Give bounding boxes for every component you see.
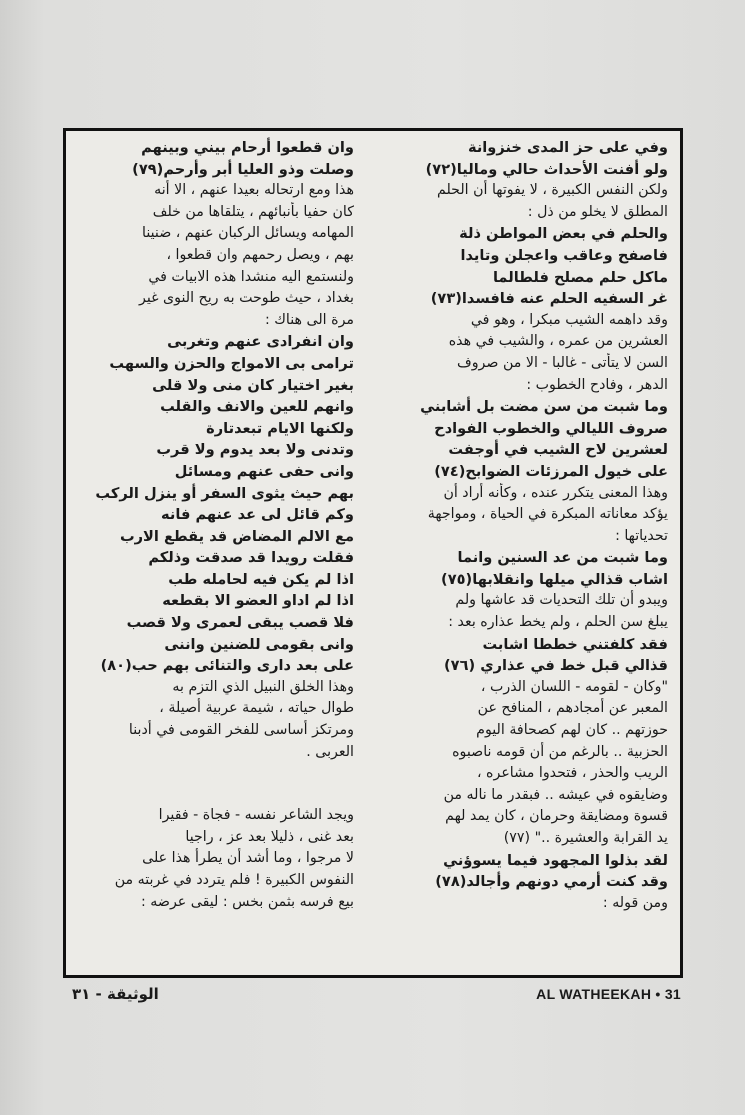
- verse-line: بهم حيث يثوى السفر أو ينزل الركب: [95, 484, 354, 502]
- prose-line: ولنستمع اليه منشدا هذه الابيات في: [148, 268, 354, 285]
- prose-line: السن لا يتأتى - غالبا - الا من صروف: [457, 354, 668, 371]
- prose-line: حوزتهم .. كان لهم كصحافة اليوم: [476, 722, 668, 739]
- verse-line: وان قطعوا أرحام بيني وبينهم: [141, 139, 354, 156]
- verse-line: ولكنها الايام تبعدتارة: [206, 419, 354, 437]
- verse-line: وما شبت من سن مضت بل أشابني: [420, 398, 668, 416]
- prose-line: الحزبية .. بالرغم من أن قومه ناصبوه: [452, 743, 668, 760]
- verse-line: ترامى بى الامواج والحزن والسهب: [109, 354, 354, 372]
- verse-line: ماكل حلم مصلح فلطالما: [492, 268, 668, 286]
- verse-line: فقلت رويدا قد صدقت وذلكم: [148, 549, 354, 567]
- verse-line: لقد بذلوا المجهود فيما يسوؤني: [443, 851, 668, 869]
- prose-line: قسوة ومضايقة وحرمان ، كان يمد لهم: [445, 808, 668, 825]
- prose-line: المهامه ويسائل الركبان عنهم ، ضنينا: [142, 225, 354, 242]
- prose-line: مرة الى هناك :: [264, 311, 354, 328]
- verse-line: وما شبت من عد السنين وانما: [457, 549, 668, 567]
- prose-line: وقد داهمه الشيب مبكرا ، وهو في: [470, 311, 668, 328]
- prose-line: بعد غنى ، ذليلا بعد عز ، راجيا: [185, 828, 354, 845]
- prose-line: وهذا المعنى يتكرر عنده ، وكأنه أراد أن: [443, 484, 668, 501]
- prose-line: ومن قوله :: [602, 894, 668, 911]
- prose-line: وهذا الخلق النبيل الذي التزم به: [172, 678, 354, 695]
- prose-line: العربى .: [306, 743, 354, 760]
- verse-line: وصلت وذو العليا أبر وأرحم(٧٩): [132, 160, 354, 178]
- prose-line: "وكان - لقومه - اللسان الذرب ،: [480, 678, 668, 695]
- footer-english-page-label: AL WATHEEKAH • 31: [536, 986, 681, 1002]
- left-text-column: [80, 137, 354, 969]
- prose-line: يؤكد معاناته المبكرة في الحياة ، ومواجهة: [427, 506, 668, 523]
- verse-line: والحلم في بعض المواطن ذلة: [459, 225, 668, 243]
- prose-line: الدهر ، وفادح الخطوب :: [526, 376, 668, 393]
- prose-line: ويبدو أن تلك التحديات قد عاشها ولم: [455, 592, 668, 609]
- verse-line: اذا لم يكن فيه لحامله طب: [168, 570, 354, 588]
- verse-line: اشاب قذالي ميلها وانقلابها(٧٥): [441, 570, 668, 588]
- verse-line: قذالي قبل خط في عذاري (٧٦): [444, 657, 668, 675]
- verse-line: مع الالم المضاض قد يقطع الارب: [119, 527, 354, 545]
- prose-line: ولكن النفس الكبيرة ، لا يفوتها أن الحلم: [437, 182, 668, 199]
- verse-line: وكم قائل لى عد عنهم فانه: [161, 506, 354, 524]
- verse-line: بغير اختيار كان منى ولا قلى: [152, 376, 354, 394]
- prose-line: لا مرجوا ، وما أشد أن يطرأ هذا على: [142, 850, 354, 867]
- verse-line: وانهم للعين والانف والقلب: [160, 398, 354, 416]
- footer-arabic-page-label: الوثيقة - ٣١: [72, 985, 159, 1003]
- verse-line: صروف الليالي والخطوب الفوادح: [434, 419, 668, 437]
- prose-line: النفوس الكبيرة ! فلم يتردد في غربته من: [114, 872, 354, 888]
- verse-line: فلا قصب يبقى لعمرى ولا قصب: [126, 614, 354, 632]
- verse-line: ولو أفنت الأحداث حالي وماليا(٧٢): [425, 160, 668, 178]
- prose-line: يد القرابة والعشيرة .." (٧٧): [503, 830, 668, 846]
- verse-line: وقد كنت أرمي دونهم وأجالد(٧٨): [435, 873, 668, 891]
- prose-line: المطلق لا يخلو من ذل :: [527, 203, 668, 220]
- verse-line: اذا لم اداو العضو الا بقطعه: [162, 592, 354, 610]
- verse-line: فاصفح وعاقب واعجلن وتايدا: [460, 246, 668, 264]
- verse-line: وان انفرادى عنهم وتغربى: [167, 333, 354, 351]
- verse-line: على خيول المرزئات الضوابح(٧٤): [434, 462, 668, 480]
- verse-line: غر السفيه الحلم عنه فافسدا(٧٣): [430, 290, 668, 308]
- verse-line: وتدنى ولا بعد يدوم ولا قرب: [156, 441, 354, 459]
- prose-line: ومرتكز أساسى للفخر القومى في أدبنا: [128, 722, 354, 739]
- verse-line: لعشرين لاح الشيب في أوجفت: [448, 441, 668, 459]
- prose-line: وضايقوه في عيشه .. فبقدر ما ناله من: [443, 786, 668, 803]
- prose-line: طوال حياته ، شيمة عربية أصيلة ،: [159, 700, 354, 717]
- paragraph-gap: [80, 763, 354, 784]
- prose-line: تحدياتها :: [615, 527, 668, 544]
- right-text-column: [386, 137, 668, 969]
- prose-line: بيع فرسه بثمن بخس : ليقى عرضه :: [141, 893, 354, 910]
- prose-line: المعبر عن أمجادهم ، المنافح عن: [477, 700, 668, 717]
- verse-line: وفي على حز المدى خنزوانة: [467, 139, 668, 156]
- prose-line: ويجد الشاعر نفسه - فجاة - فقيرا: [158, 807, 354, 824]
- verse-line: وانى حفى عنهم ومسائل: [174, 462, 354, 480]
- article-frame: [63, 128, 683, 978]
- prose-line: يبلغ سن الحلم ، ولم يخط عذاره بعد :: [448, 614, 668, 631]
- prose-line: الريب والحذر ، فتحدوا مشاعره ،: [476, 765, 668, 782]
- verse-line: على بعد دارى والتنائى بهم حب(٨٠): [100, 657, 354, 675]
- prose-line: بهم ، ويصل رحمهم وان قطعوا ،: [166, 246, 354, 263]
- prose-line: كان حفيا بأنبائهم ، يتلقاها من خلف: [152, 203, 354, 220]
- prose-line: هذا ومع ارتحاله بعيدا عنهم ، الا أنه: [154, 182, 354, 199]
- prose-line: بغداد ، حيث طوحت به ريح النوى غير: [139, 290, 354, 307]
- verse-line: فقد كلفتني خططا اشابت: [482, 635, 668, 653]
- paragraph-gap: [80, 784, 354, 805]
- verse-line: وانى بقومى للضنين واننى: [164, 635, 354, 653]
- prose-line: العشرين من عمره ، والشيب في هذه: [448, 333, 668, 350]
